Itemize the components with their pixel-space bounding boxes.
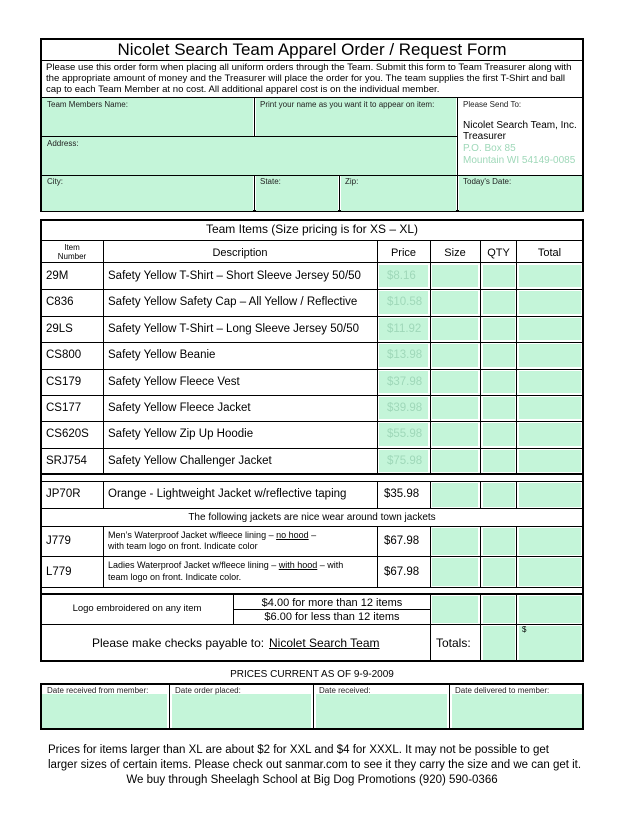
todays-date-label: Today's Date: [463, 177, 512, 186]
col-description: Description [212, 247, 268, 259]
item-number: J779 [46, 535, 71, 547]
item-number: CS800 [46, 349, 82, 362]
item-price: $10.58 [387, 296, 423, 309]
size-field[interactable] [432, 397, 478, 419]
qty-field[interactable] [483, 344, 515, 366]
totals-currency: $ [522, 625, 527, 634]
totals-total-field[interactable] [519, 626, 581, 660]
col-price: Price [390, 247, 417, 259]
qty-field[interactable] [483, 528, 515, 555]
form-title: Nicolet Search Team Apparel Order / Request Form [117, 40, 507, 59]
total-field[interactable] [519, 423, 581, 445]
date-received-from-member-field[interactable] [42, 694, 167, 728]
col-total: Total [537, 247, 562, 259]
item-number: 29LS [46, 322, 73, 335]
item-number: CS179 [46, 375, 82, 388]
items-table-heading: Team Items (Size pricing is for XS – XL) [205, 222, 419, 236]
logo-size-field[interactable] [432, 596, 478, 623]
size-field[interactable] [432, 291, 478, 313]
intro-line-1: Please use this order form when placing all uniform orders through the Team. Submit this form to Team Treasurer along with [46, 62, 572, 73]
total-field[interactable] [519, 397, 581, 419]
logo-qty-field[interactable] [483, 596, 515, 623]
footer-line-3: We buy through Sheelagh School at Big Dog Promotions (920) 590-0366 [126, 774, 498, 786]
date-received-label: Date received: [319, 686, 371, 695]
size-field[interactable] [432, 558, 478, 586]
send-to-line-4: Mountain WI 54149-0085 [463, 155, 576, 166]
send-to-line-2: Treasurer [463, 131, 506, 142]
checks-payee: Nicolet Search Team [269, 636, 380, 650]
item-price: $67.98 [384, 566, 420, 578]
total-field[interactable] [519, 528, 581, 555]
item-number: L779 [46, 566, 72, 578]
city-label: City: [47, 177, 63, 186]
item-number: 29M [46, 270, 69, 282]
col-size: Size [444, 247, 466, 259]
intro-line-3: cap to each Team Member at no cost. All additional apparel cost is on the individual member. [46, 84, 440, 95]
col-item-number-2: Number [57, 252, 87, 261]
item-number: CS177 [46, 402, 82, 414]
item-number: C836 [46, 296, 74, 309]
qty-field[interactable] [483, 371, 515, 393]
size-field[interactable] [432, 528, 478, 555]
total-field[interactable] [519, 450, 581, 472]
item-description: Safety Yellow Fleece Vest [108, 375, 240, 388]
qty-field[interactable] [483, 423, 515, 445]
total-field[interactable] [519, 265, 581, 287]
date-received-from-member-label: Date received from member: [47, 686, 149, 695]
qty-field[interactable] [483, 291, 515, 313]
address-label: Address: [47, 139, 79, 148]
item-price: $13.98 [387, 349, 423, 362]
size-field[interactable] [432, 483, 478, 507]
item-number: CS620S [46, 428, 89, 441]
item-description: Safety Yellow T-Shirt – Short Sleeve Jersey 50/50 [108, 270, 361, 282]
item-description: Safety Yellow Fleece Jacket [108, 402, 251, 414]
print-name-label: Print your name as you want it to appear on item: [260, 100, 435, 109]
size-field[interactable] [432, 344, 478, 366]
total-field[interactable] [519, 371, 581, 393]
size-field[interactable] [432, 371, 478, 393]
item-price: $37.98 [387, 375, 423, 388]
col-qty: QTY [487, 247, 510, 259]
item-price: $67.98 [384, 535, 420, 547]
date-order-placed-label: Date order placed: [175, 686, 241, 695]
logo-price-more: $4.00 for more than 12 items [261, 597, 403, 609]
item-description: Safety Yellow Beanie [108, 349, 216, 362]
size-field[interactable] [432, 318, 478, 340]
total-field[interactable] [519, 291, 581, 313]
item-price: $39.98 [387, 402, 423, 414]
logo-price-less: $6.00 for less than 12 items [264, 611, 400, 623]
item-number: JP70R [46, 488, 81, 500]
qty-field[interactable] [483, 450, 515, 472]
total-field[interactable] [519, 558, 581, 586]
size-field[interactable] [432, 450, 478, 472]
qty-field[interactable] [483, 483, 515, 507]
date-received-field[interactable] [316, 694, 447, 728]
size-field[interactable] [432, 423, 478, 445]
item-description-line-1: Ladies Waterproof Jacket w/fleece lining – with hood – with [108, 560, 344, 570]
town-jackets-note: The following jackets are nice wear around town jackets [188, 512, 436, 523]
send-to-line-3: P.O. Box 85 [463, 143, 516, 154]
qty-field[interactable] [483, 265, 515, 287]
send-to-line-1: Nicolet Search Team, Inc. [463, 120, 577, 131]
city-field[interactable] [42, 176, 253, 211]
item-description: Safety Yellow T-Shirt – Long Sleeve Jersey 50/50 [108, 322, 360, 335]
item-number: SRJ754 [46, 454, 87, 467]
item-description: Safety Yellow Challenger Jacket [108, 454, 272, 467]
footer-line-2: larger sizes of certain items. Please check out sanmar.com to see it they carry the size and we can get it. [48, 759, 582, 771]
total-field[interactable] [519, 344, 581, 366]
qty-field[interactable] [483, 397, 515, 419]
item-description: Orange - Lightweight Jacket w/reflective taping [108, 488, 347, 500]
item-description: Safety Yellow Zip Up Hoodie [108, 428, 254, 441]
total-field[interactable] [519, 318, 581, 340]
item-price: $75.98 [387, 454, 423, 467]
item-description-line-2: team logo on front. Indicate color. [108, 572, 242, 582]
logo-total-field[interactable] [519, 596, 581, 623]
total-field[interactable] [519, 483, 581, 507]
item-price: $8.16 [387, 270, 416, 282]
address-field[interactable] [42, 137, 456, 175]
date-delivered-field[interactable] [452, 694, 582, 728]
date-delivered-label: Date delivered to member: [455, 686, 550, 695]
zip-label: Zip: [345, 177, 359, 186]
item-price: $11.92 [387, 322, 422, 335]
col-item-number-1: Item [64, 243, 80, 252]
logo-label: Logo embroidered on any item [72, 603, 202, 614]
item-description-line-2: with team logo on front. Indicate color [108, 541, 258, 551]
prices-current: PRICES CURRENT AS OF 9-9-2009 [230, 669, 394, 680]
item-description-line-1: Men’s Waterproof Jacket w/fleece lining – no hood – [108, 530, 317, 540]
item-price: $55.98 [387, 428, 423, 441]
checks-payable-label: Please make checks payable to: [92, 636, 265, 650]
team-members-name-label: Team Members Name: [47, 100, 128, 109]
size-field[interactable] [432, 265, 478, 287]
totals-qty-field[interactable] [483, 626, 515, 660]
qty-field[interactable] [483, 558, 515, 586]
send-to-label: Please Send To: [463, 100, 522, 109]
totals-label: Totals: [436, 636, 471, 650]
date-order-placed-field[interactable] [172, 694, 311, 728]
item-description: Safety Yellow Safety Cap – All Yellow / Reflective [108, 296, 358, 309]
state-label: State: [260, 177, 281, 186]
item-price: $35.98 [384, 488, 420, 500]
qty-field[interactable] [483, 318, 515, 340]
intro-line-2: the appropriate amount of money and the Treasurer will place the order for you. The team supplies the first T-Shirt and ball [46, 73, 566, 84]
footer-line-1: Prices for items larger than XL are about $2 for XXL and $4 for XXXL. It may not be possible to get [48, 744, 549, 756]
